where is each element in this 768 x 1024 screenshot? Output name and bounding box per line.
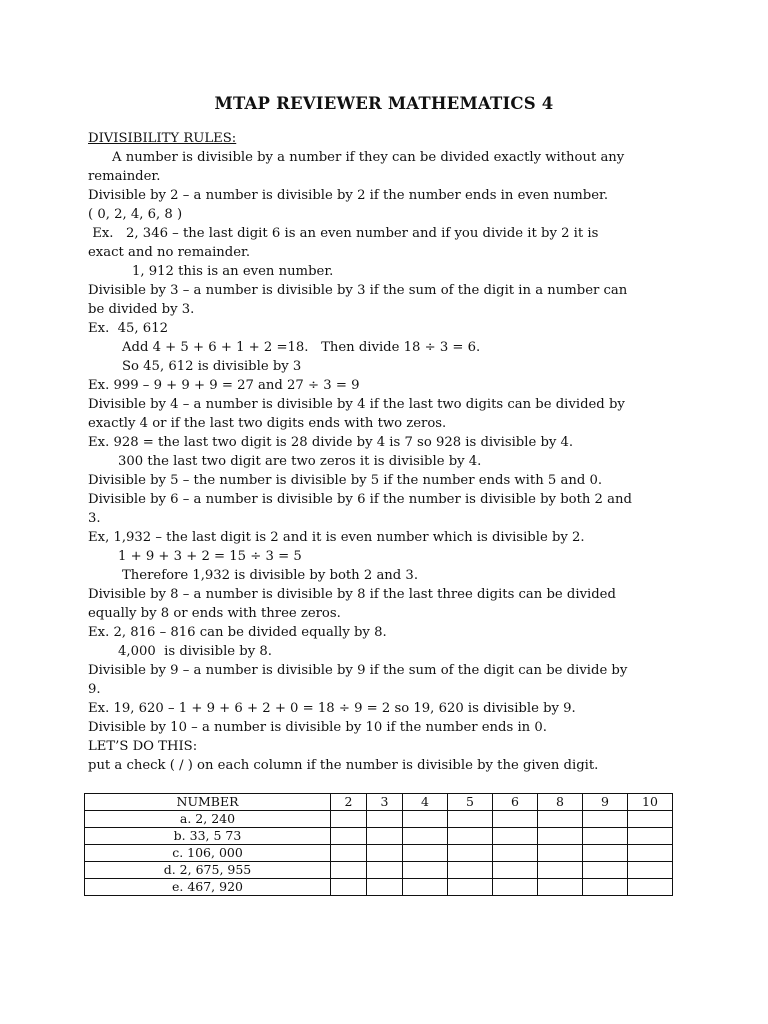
text-line: 3. — [88, 511, 101, 526]
check-cell[interactable] — [583, 845, 628, 862]
check-cell[interactable] — [331, 811, 367, 828]
check-cell[interactable] — [367, 828, 403, 845]
rule-line: Divisible by 3 – a number is divisible by 3 if the sum of the digit in a number can — [88, 283, 628, 298]
check-cell[interactable] — [367, 811, 403, 828]
table-header-row — [85, 794, 673, 811]
header-digit: 2 — [331, 794, 367, 811]
number-cell: a. 2, 240 — [85, 811, 331, 828]
text-line: Add 4 + 5 + 6 + 1 + 2 =18. Then divide 18 ÷ 3 = 6. — [122, 340, 481, 355]
header-number: NUMBER — [85, 794, 331, 811]
check-cell[interactable] — [493, 811, 538, 828]
text-line: 1, 912 this is an even number. — [132, 264, 334, 279]
header-digit: 10 — [628, 794, 673, 811]
rule-line: Divisible by 10 – a number is divisible by 10 if the number ends in 0. — [88, 720, 547, 735]
rule-line: Divisible by 2 – a number is divisible by 2 if the number ends in even number. — [88, 188, 609, 203]
text-line: exactly 4 or if the last two digits ends with two zeros. — [88, 416, 447, 431]
check-cell[interactable] — [583, 879, 628, 896]
header-digit: 6 — [493, 794, 538, 811]
table-row — [85, 845, 673, 862]
number-cell: e. 467, 920 — [85, 879, 331, 896]
check-cell[interactable] — [331, 862, 367, 879]
text-line: So 45, 612 is divisible by 3 — [122, 359, 302, 374]
activity-heading: LET’S DO THIS: — [88, 739, 198, 754]
rule-line: Divisible by 4 – a number is divisible by 4 if the last two digits can be divided by — [88, 397, 625, 412]
check-cell[interactable] — [628, 879, 673, 896]
check-cell[interactable] — [583, 811, 628, 828]
check-cell[interactable] — [583, 862, 628, 879]
header-digit: 9 — [583, 794, 628, 811]
check-cell[interactable] — [628, 828, 673, 845]
check-cell[interactable] — [538, 845, 583, 862]
text-line: ( 0, 2, 4, 6, 8 ) — [88, 207, 183, 222]
check-cell[interactable] — [538, 811, 583, 828]
check-cell[interactable] — [331, 879, 367, 896]
header-digit: 8 — [538, 794, 583, 811]
table-row — [85, 811, 673, 828]
check-cell[interactable] — [493, 862, 538, 879]
check-cell[interactable] — [403, 862, 448, 879]
example-line: Ex. 2, 346 – the last digit 6 is an even number and if you divide it by 2 it is — [88, 226, 599, 241]
divisibility-rules-content — [88, 129, 688, 775]
text-line: A number is divisible by a number if they can be divided exactly without any — [112, 150, 625, 165]
check-cell[interactable] — [367, 879, 403, 896]
check-cell[interactable] — [628, 811, 673, 828]
number-cell: b. 33, 5 73 — [85, 828, 331, 845]
check-cell[interactable] — [628, 862, 673, 879]
check-cell[interactable] — [628, 845, 673, 862]
check-cell[interactable] — [538, 879, 583, 896]
check-cell[interactable] — [367, 862, 403, 879]
check-cell[interactable] — [538, 862, 583, 879]
number-cell: d. 2, 675, 955 — [85, 862, 331, 879]
section-heading: DIVISIBILITY RULES: — [88, 131, 237, 146]
number-cell: c. 106, 000 — [85, 845, 331, 862]
text-line: 1 + 9 + 3 + 2 = 15 ÷ 3 = 5 — [118, 549, 302, 564]
text-line: exact and no remainder. — [88, 245, 251, 260]
text-line: Therefore 1,932 is divisible by both 2 and 3. — [122, 568, 419, 583]
example-line: Ex. 928 = the last two digit is 28 divide by 4 is 7 so 928 is divisible by 4. — [88, 435, 574, 450]
divisibility-table-wrapper — [84, 793, 673, 896]
check-cell[interactable] — [448, 845, 493, 862]
divisibility-check-table — [84, 793, 673, 896]
text-line: 300 the last two digit are two zeros it is divisible by 4. — [118, 454, 482, 469]
check-cell[interactable] — [367, 845, 403, 862]
rule-line: Divisible by 9 – a number is divisible by 9 if the sum of the digit can be divide by — [88, 663, 628, 678]
check-cell[interactable] — [538, 828, 583, 845]
table-row — [85, 862, 673, 879]
rule-line: Divisible by 5 – the number is divisible by 5 if the number ends with 5 and 0. — [88, 473, 603, 488]
check-cell[interactable] — [448, 879, 493, 896]
check-cell[interactable] — [331, 845, 367, 862]
check-cell[interactable] — [448, 862, 493, 879]
page-title: MTAP REVIEWER MATHEMATICS 4 — [214, 94, 554, 113]
check-cell[interactable] — [493, 828, 538, 845]
table-row — [85, 879, 673, 896]
text-line: 9. — [88, 682, 101, 697]
text-line: remainder. — [88, 169, 161, 184]
example-line: Ex. 19, 620 – 1 + 9 + 6 + 2 + 0 = 18 ÷ 9 = 2 so 19, 620 is divisible by 9. — [88, 701, 576, 716]
example-line: Ex. 45, 612 — [88, 321, 168, 336]
check-cell[interactable] — [403, 845, 448, 862]
rule-line: Divisible by 6 – a number is divisible by 6 if the number is divisible by both 2 and — [88, 492, 632, 507]
check-cell[interactable] — [403, 828, 448, 845]
activity-instructions: put a check ( / ) on each column if the number is divisible by the given digit. — [88, 758, 599, 773]
check-cell[interactable] — [493, 879, 538, 896]
example-line: Ex. 999 – 9 + 9 + 9 = 27 and 27 ÷ 3 = 9 — [88, 378, 360, 393]
check-cell[interactable] — [403, 811, 448, 828]
check-cell[interactable] — [583, 828, 628, 845]
check-cell[interactable] — [331, 828, 367, 845]
text-line: equally by 8 or ends with three zeros. — [88, 606, 341, 621]
example-line: Ex. 2, 816 – 816 can be divided equally by 8. — [88, 625, 387, 640]
header-digit: 5 — [448, 794, 493, 811]
example-line: Ex, 1,932 – the last digit is 2 and it is even number which is divisible by 2. — [88, 530, 585, 545]
header-digit: 4 — [403, 794, 448, 811]
rule-line: Divisible by 8 – a number is divisible by 8 if the last three digits can be divided — [88, 587, 616, 602]
check-cell[interactable] — [448, 811, 493, 828]
check-cell[interactable] — [448, 828, 493, 845]
text-line: be divided by 3. — [88, 302, 195, 317]
table-row — [85, 828, 673, 845]
check-cell[interactable] — [403, 879, 448, 896]
check-cell[interactable] — [493, 845, 538, 862]
header-digit: 3 — [367, 794, 403, 811]
text-line: 4,000 is divisible by 8. — [118, 644, 272, 659]
